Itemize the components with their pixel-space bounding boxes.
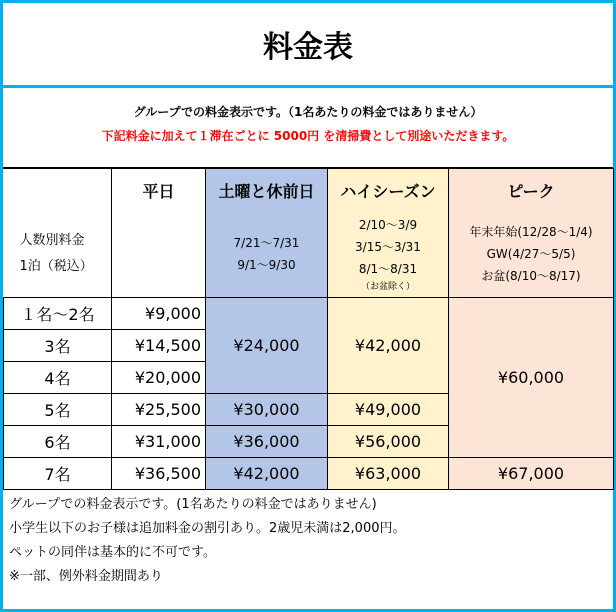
- table-row: [4, 298, 614, 330]
- saturday-period-cell: [206, 212, 328, 298]
- high-price: ¥56,000: [328, 426, 449, 458]
- header-high-season: ハイシーズン: [328, 169, 449, 212]
- period-line: 2/10～3/9: [358, 218, 418, 233]
- people-cell: 7名: [4, 458, 112, 490]
- high-price-merged: ¥42,000: [328, 298, 449, 394]
- price-table: [3, 168, 614, 490]
- saturday-price: ¥36,000: [206, 426, 328, 458]
- corner-cell: [4, 169, 112, 212]
- footer-note: ※一部、例外料金期間あり: [9, 569, 163, 584]
- table-row: [4, 458, 614, 490]
- people-cell: 4名: [4, 362, 112, 394]
- peak-price-merged: ¥60,000: [449, 298, 614, 458]
- period-note: （お盆除く）: [360, 282, 415, 293]
- high-price: ¥49,000: [328, 394, 449, 426]
- period-line: 3/15～3/31: [355, 240, 421, 255]
- high-price: ¥63,000: [328, 458, 449, 490]
- peak-price: ¥67,000: [449, 458, 614, 490]
- peak-period-cell: [449, 212, 614, 298]
- weekday-price: ¥36,500: [112, 458, 206, 490]
- people-cell: １名～2名: [4, 298, 112, 330]
- period-line: お盆(8/10～8/17): [481, 269, 581, 284]
- period-line: 7/21～7/31: [233, 236, 300, 251]
- saturday-price-merged: ¥24,000: [206, 298, 328, 394]
- row-label-line: 人数別料金: [19, 233, 85, 249]
- people-cell: 5名: [4, 394, 112, 426]
- high-period-cell: [328, 212, 449, 298]
- page-title: 料金表: [3, 3, 613, 88]
- people-cell: 3名: [4, 330, 112, 362]
- weekday-period-cell: [112, 212, 206, 298]
- weekday-price: ¥31,000: [112, 426, 206, 458]
- people-cell: 6名: [4, 426, 112, 458]
- footer-note: ペットの同伴は基本的に不可です。: [9, 545, 216, 560]
- period-line: 9/1～9/30: [237, 258, 296, 273]
- table-header-row: [4, 169, 614, 212]
- period-line: 8/1～8/31: [358, 262, 418, 277]
- group-price-note: グループでの料金表示です。（1名あたりの料金ではありません）: [133, 105, 483, 119]
- weekday-price: ¥25,500: [112, 394, 206, 426]
- period-row: [4, 212, 614, 298]
- weekday-price: ¥9,000: [112, 298, 206, 330]
- weekday-price: ¥20,000: [112, 362, 206, 394]
- cleaning-fee-note: 下記料金に加えて１滞在ごとに 5000円 を清掃費として別途いただきます。: [101, 129, 515, 143]
- saturday-price: ¥42,000: [206, 458, 328, 490]
- period-line: 年末年始(12/28～1/4): [469, 225, 593, 240]
- saturday-price: ¥30,000: [206, 394, 328, 426]
- header-weekday: 平日: [112, 169, 206, 212]
- period-line: GW(4/27～5/5): [486, 247, 576, 262]
- row-label-line: 1泊（税込）: [19, 259, 93, 275]
- row-label-cell: [4, 212, 112, 298]
- weekday-price: ¥14,500: [112, 330, 206, 362]
- header-peak: ピーク: [449, 169, 614, 212]
- header-saturday: 土曜と休前日: [206, 169, 328, 212]
- footer-note: 小学生以下のお子様は追加料金の割引あり。2歳児未満は2,000円。: [9, 521, 406, 536]
- footer-notes: [3, 493, 613, 589]
- footer-note: グループでの料金表示です。(1名あたりの料金ではありません): [9, 497, 377, 512]
